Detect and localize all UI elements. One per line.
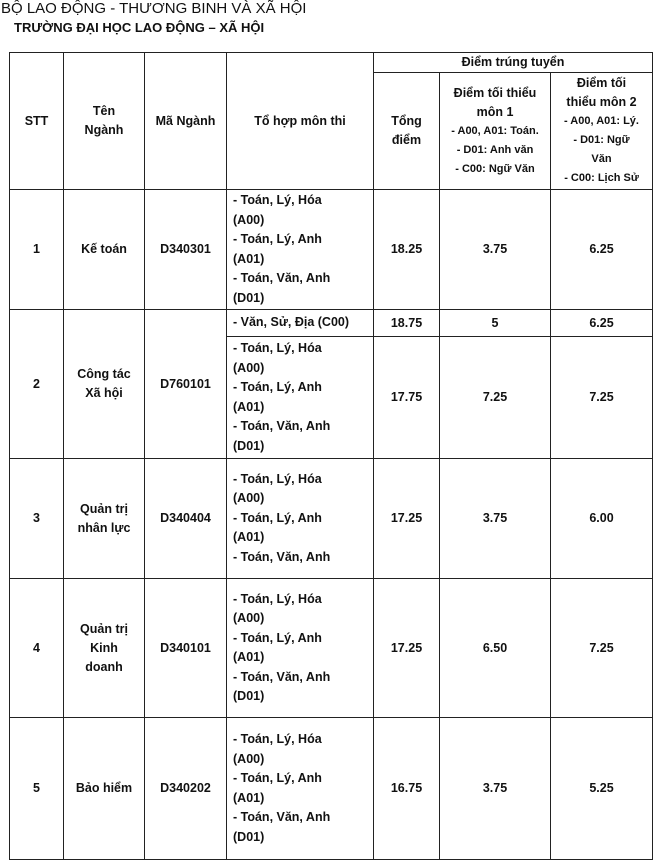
cell-stt: 2 bbox=[10, 310, 64, 459]
combo-line: - Toán, Lý, Anh bbox=[233, 510, 322, 525]
cell-tong-diem: 17.25 bbox=[374, 579, 440, 718]
cell-to-hop bbox=[227, 190, 374, 310]
header-mon1-title: môn 1 bbox=[476, 104, 514, 119]
school-heading: TRƯỜNG ĐẠI HỌC LAO ĐỘNG – XÃ HỘI bbox=[14, 20, 265, 35]
combo-line: - Toán, Văn, Anh bbox=[233, 669, 331, 684]
cell-ma-nganh: D340301 bbox=[145, 190, 227, 310]
cell-tong-diem: 18.25 bbox=[374, 190, 440, 310]
header-tong-diem-line: điểm bbox=[391, 133, 422, 147]
combo-line: - Toán, Văn, Anh bbox=[233, 271, 331, 285]
cell-ma-nganh: D340101 bbox=[145, 579, 227, 718]
cell-ten-line: Xã hội bbox=[85, 386, 123, 400]
cell-mon1: 6.50 bbox=[440, 579, 551, 718]
header-mon2-note: Văn bbox=[591, 153, 612, 165]
combo-line: - Toán, Văn, Anh bbox=[233, 810, 331, 824]
header-mon2-note: - D01: Ngữ bbox=[573, 134, 630, 146]
cell-ten-nganh bbox=[64, 459, 145, 579]
cell-stt: 5 bbox=[10, 718, 64, 860]
combo-line: (A00) bbox=[233, 491, 265, 506]
cell-ten-line: doanh bbox=[85, 659, 123, 674]
combo-line: (A01) bbox=[233, 650, 265, 664]
header-tong-diem-line: Tổng bbox=[391, 114, 422, 128]
combo-line: (A00) bbox=[233, 751, 265, 766]
cell-mon2: 6.25 bbox=[551, 310, 653, 337]
cell-ma-nganh: D340404 bbox=[145, 459, 227, 579]
header-mon1 bbox=[440, 73, 551, 190]
combo-line: - Toán, Lý, Anh bbox=[233, 380, 322, 394]
admission-scores-table bbox=[9, 52, 653, 860]
header-mon2-title: Điểm tối bbox=[576, 76, 627, 90]
table-row bbox=[10, 310, 653, 337]
cell-mon2: 7.25 bbox=[551, 337, 653, 459]
cell-ten-line: Công tác bbox=[77, 367, 131, 381]
header-mon1-title: Điểm tối thiểu bbox=[453, 85, 537, 100]
header-mon1-note: - A00, A01: Toán. bbox=[451, 124, 539, 137]
cell-ten-nganh bbox=[64, 190, 145, 310]
header-mon2 bbox=[551, 73, 653, 190]
cell-ten-line: Quản trị bbox=[80, 501, 128, 516]
cell-mon2: 6.00 bbox=[551, 459, 653, 579]
combo-line: - Toán, Lý, Anh bbox=[233, 630, 322, 645]
header-tong-diem bbox=[374, 73, 440, 190]
cell-mon1: 7.25 bbox=[440, 337, 551, 459]
header-mon1-note: - D01: Anh văn bbox=[456, 143, 534, 156]
cell-ten-line: Kinh bbox=[90, 640, 118, 655]
combo-line: - Toán, Lý, Hóa bbox=[233, 471, 322, 486]
combo-line: (D01) bbox=[233, 689, 265, 703]
cell-ten-nganh bbox=[64, 718, 145, 860]
table-row bbox=[10, 459, 653, 579]
cell-ten-nganh bbox=[64, 579, 145, 718]
cell-ma-nganh: D340202 bbox=[145, 718, 227, 860]
cell-mon2: 7.25 bbox=[551, 579, 653, 718]
cell-to-hop bbox=[227, 579, 374, 718]
header-to-hop: Tổ hợp môn thi bbox=[227, 53, 374, 190]
cell-stt: 4 bbox=[10, 579, 64, 718]
header-mon1-note: - C00: Ngữ Văn bbox=[455, 162, 535, 175]
combo-line: (A01) bbox=[233, 399, 265, 414]
header-ma-nganh: Mã Ngành bbox=[145, 53, 227, 190]
cell-mon1: 3.75 bbox=[440, 718, 551, 860]
cell-to-hop bbox=[227, 718, 374, 860]
combo-line: (A01) bbox=[233, 790, 265, 805]
cell-tong-diem: 17.25 bbox=[374, 459, 440, 579]
combo-line: - Toán, Lý, Hóa bbox=[233, 341, 322, 355]
combo-line: (A00) bbox=[233, 611, 265, 625]
combo-line: (A01) bbox=[233, 251, 265, 266]
combo-line: - Văn, Sử, Địa (C00) bbox=[233, 315, 350, 330]
table-row bbox=[10, 579, 653, 718]
cell-mon2: 6.25 bbox=[551, 190, 653, 310]
combo-line: - Toán, Lý, Hóa bbox=[233, 193, 322, 207]
combo-line: - Toán, Lý, Hóa bbox=[233, 732, 322, 746]
cell-ten-nganh bbox=[64, 310, 145, 459]
header-row-1 bbox=[10, 53, 653, 73]
table-row bbox=[10, 190, 653, 310]
combo-line: - Toán, Văn, Anh bbox=[233, 549, 331, 564]
combo-line: - Toán, Văn, Anh bbox=[233, 419, 331, 433]
combo-line: (D01) bbox=[233, 829, 265, 844]
cell-ten-line: Kế toán bbox=[81, 242, 127, 256]
header-ten-nganh-line: Ngành bbox=[84, 123, 124, 137]
combo-line: - Toán, Lý, Hóa bbox=[233, 591, 322, 606]
combo-line: - Toán, Lý, Anh bbox=[233, 771, 322, 785]
cell-to-hop bbox=[227, 310, 374, 337]
cell-stt: 1 bbox=[10, 190, 64, 310]
cell-ten-line: Bảo hiểm bbox=[75, 781, 133, 795]
combo-line: - Toán, Lý, Anh bbox=[233, 232, 322, 246]
combo-line: (A00) bbox=[233, 212, 265, 227]
combo-line: (A00) bbox=[233, 360, 265, 375]
table-row bbox=[10, 718, 653, 860]
header-diem-trung-tuyen: Điểm trúng tuyển bbox=[374, 53, 653, 73]
cell-to-hop bbox=[227, 459, 374, 579]
combo-line: (D01) bbox=[233, 290, 265, 305]
cell-ten-line: nhân lực bbox=[77, 520, 131, 535]
cell-ma-nganh: D760101 bbox=[145, 310, 227, 459]
header-ten-nganh bbox=[64, 53, 145, 190]
combo-line: (A01) bbox=[233, 530, 265, 545]
cell-to-hop bbox=[227, 337, 374, 459]
cell-tong-diem: 17.75 bbox=[374, 337, 440, 459]
cell-tong-diem: 16.75 bbox=[374, 718, 440, 860]
cell-tong-diem: 18.75 bbox=[374, 310, 440, 337]
cell-mon1: 5 bbox=[440, 310, 551, 337]
cell-stt: 3 bbox=[10, 459, 64, 579]
combo-line: (D01) bbox=[233, 438, 265, 453]
cell-ten-line: Quản trị bbox=[80, 621, 128, 636]
ministry-heading: BỘ LAO ĐỘNG - THƯƠNG BINH VÀ XÃ HỘI bbox=[1, 0, 307, 17]
cell-mon1: 3.75 bbox=[440, 190, 551, 310]
header-mon2-note: - A00, A01: Lý. bbox=[564, 115, 639, 127]
cell-mon2: 5.25 bbox=[551, 718, 653, 860]
header-ten-nganh-line: Tên bbox=[92, 104, 116, 118]
header-mon2-title: thiểu môn 2 bbox=[566, 95, 637, 109]
header-stt: STT bbox=[10, 53, 64, 190]
header-mon2-note: - C00: Lịch Sử bbox=[564, 172, 639, 184]
cell-mon1: 3.75 bbox=[440, 459, 551, 579]
